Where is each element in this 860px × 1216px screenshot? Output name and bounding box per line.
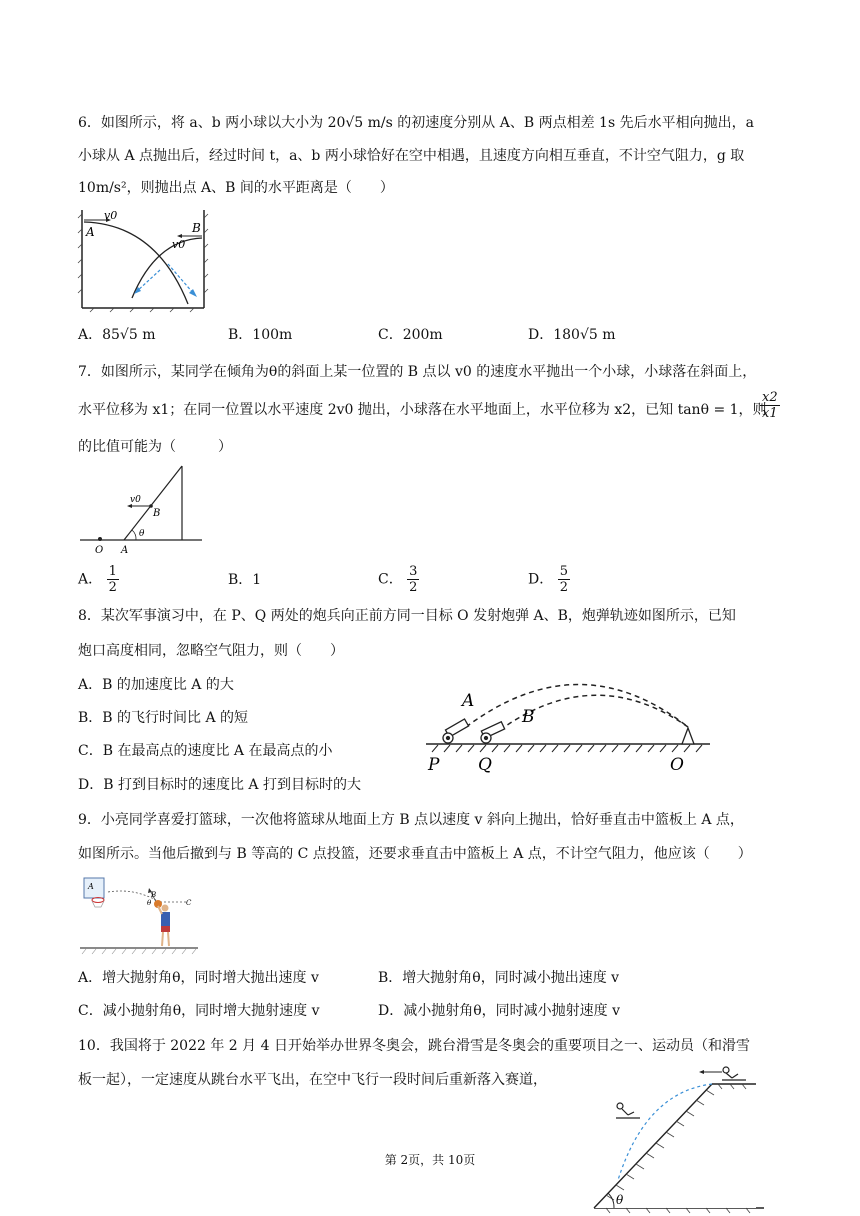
q6-option-a: A．85√5 m <box>78 327 156 343</box>
q6-option-b: B．100m <box>228 327 293 343</box>
q7-line-1: 7．如图所示，某同学在倾角为θ的斜面上某一位置的 B 点以 v0 的速度水平抛出一个小球，小球落在斜面上， <box>78 364 757 380</box>
q8-fig-label-p: P <box>428 755 440 775</box>
q7-option-c-den: 2 <box>409 580 418 595</box>
q7-fig-label-o: O <box>95 545 104 556</box>
q9-figure <box>78 874 202 956</box>
q6-fig-label-a: A <box>86 225 95 239</box>
q7-option-a-frac <box>107 564 119 595</box>
q7-option-d-num: 5 <box>559 564 568 579</box>
q7-ratio-den: x1 <box>762 406 778 421</box>
q9-option-a: A．增大抛射角θ，同时增大抛出速度 v <box>78 970 319 986</box>
q10-figure <box>586 1062 770 1214</box>
q8-option-d: D．B 打到目标时的速度比 A 打到目标时的大 <box>78 777 361 793</box>
q9-fig-label-theta: θ <box>147 899 152 907</box>
q10-line-2: 板一起），一定速度从跳台水平飞出，在空中飞行一段时间后重新落入赛道， <box>78 1072 547 1088</box>
q7-option-c-num: 3 <box>409 564 418 579</box>
q7-option-d <box>528 564 570 595</box>
q8-fig-label-o: O <box>670 755 684 775</box>
q8-line-2: 炮口高度相同，忽略空气阻力，则（ ） <box>78 643 344 659</box>
q8-figure <box>420 672 714 778</box>
q8-option-a: A．B 的加速度比 A 的大 <box>78 677 234 693</box>
q8-line-1: 8．某次军事演习中，在 P、Q 两处的炮兵向正前方同一目标 O 发射炮弹 A、B，炮弹轨迹如图所示，已知 <box>78 608 736 624</box>
page-footer: 第 2页，共 10页 <box>384 1153 476 1167</box>
q7-fig-label-b: B <box>153 508 161 519</box>
q6-line-2: 小球从 A 点抛出后，经过时间 t，a、b 两小球恰好在空中相遇，且速度方向相互垂直，不计空气阻力，g 取 <box>78 148 745 164</box>
q7-fig-label-v0: v0 <box>130 495 141 505</box>
q9-option-b: B．增大抛射角θ，同时减小抛出速度 v <box>378 970 620 986</box>
q7-option-b-text: 1 <box>252 572 262 588</box>
q7-option-a-den: 2 <box>108 580 117 595</box>
q7-option-c-prefix: C． <box>378 571 403 588</box>
q6-option-d: D．180√5 m <box>528 327 616 343</box>
q9-line-2: 如图所示。当他后撤到与 B 等高的 C 点投篮，还要求垂直击中篮板上 A 点，不计空气阻力，他应该（ ） <box>78 846 752 862</box>
q7-option-c-frac <box>407 564 419 595</box>
q9-option-c: C．减小抛射角θ，同时增大抛射速度 v <box>78 1003 320 1019</box>
q8-option-b: B．B 的飞行时间比 A 的短 <box>78 710 249 726</box>
q9-fig-label-b: B <box>151 891 157 899</box>
q7-option-d-frac <box>558 564 570 595</box>
q7-option-a-num: 1 <box>108 564 117 579</box>
q7-figure <box>78 462 208 558</box>
q7-option-a <box>78 564 119 595</box>
q9-option-d: D．减小抛射角θ，同时减小抛射速度 v <box>378 1003 621 1019</box>
q7-option-b-prefix: B． <box>228 572 253 588</box>
q7-option-a-prefix: A． <box>78 571 103 588</box>
q9-fig-label-a: A <box>88 882 94 891</box>
q6-line-3: 10m/s²，则抛出点 A、B 间的水平距离是（ ） <box>78 180 394 196</box>
q7-fig-label-theta: θ <box>139 529 145 539</box>
q6-figure <box>76 208 210 318</box>
q7-ratio-num: x2 <box>762 390 778 405</box>
q7-option-c <box>378 564 419 595</box>
q7-option-d-den: 2 <box>559 580 568 595</box>
q10-fig-label-theta: θ <box>616 1193 624 1207</box>
q9-line-1: 9．小亮同学喜爱打篮球，一次他将篮球从地面上方 B 点以速度 v 斜向上抛出，恰好垂直击中篮板上 A 点， <box>78 812 744 828</box>
q7-option-d-prefix: D． <box>528 571 554 588</box>
q6-fig-label-v0-right: v0 <box>172 238 186 251</box>
q8-fig-label-b: B <box>522 707 535 727</box>
q7-fig-label-a: A <box>121 545 129 556</box>
q7-line-2: 水平位移为 x1；在同一位置以水平速度 2v0 抛出，小球落在水平地面上，水平位移为 x2，已知 tanθ = 1，则 <box>78 402 767 418</box>
q8-option-c: C．B 在最高点的速度比 A 在最高点的小 <box>78 743 333 759</box>
q6-fig-label-v0-left: v0 <box>104 209 118 222</box>
q7-option-b <box>228 570 261 590</box>
q7-line-3: 的比值可能为（ ） <box>78 439 232 455</box>
q6-option-c: C．200m <box>378 327 443 343</box>
q10-line-1: 10．我国将于 2022 年 2 月 4 日开始举办世界冬奥会，跳台滑雪是冬奥会的重要项目之一、运动员（和滑雪 <box>78 1038 750 1054</box>
q6-fig-label-b: B <box>192 221 201 235</box>
q6-line-1: 6．如图所示，将 a、b 两小球以大小为 20√5 m/s 的初速度分别从 A、B 两点相差 1s 先后水平相向抛出，a <box>78 115 754 131</box>
q9-fig-label-c: C <box>186 899 192 907</box>
q8-fig-label-a: A <box>462 691 475 711</box>
q7-ratio <box>760 390 780 421</box>
q8-fig-label-q: Q <box>478 755 492 775</box>
